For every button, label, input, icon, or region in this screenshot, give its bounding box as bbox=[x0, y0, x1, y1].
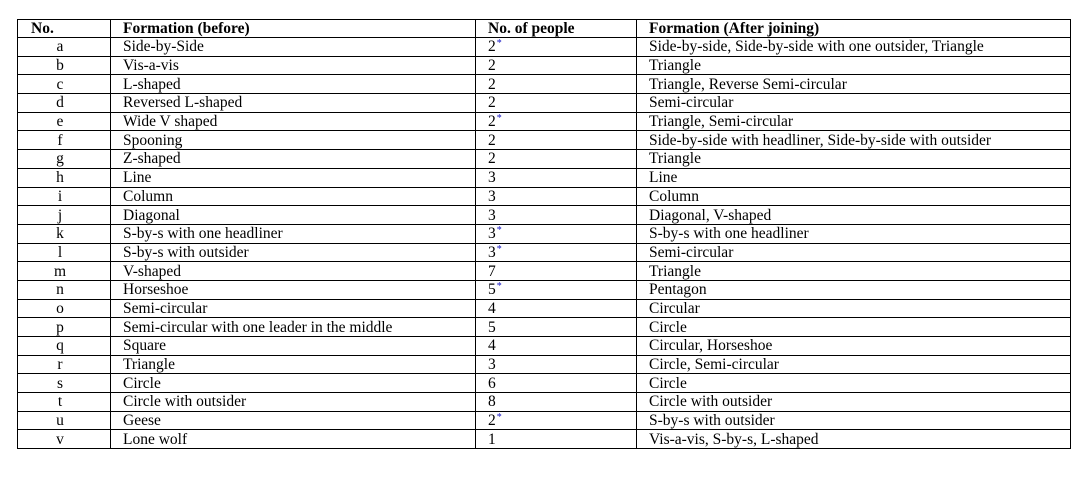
asterisk-marker: * bbox=[496, 281, 502, 293]
cell-number-of-people bbox=[476, 224, 637, 243]
people-count: 2 bbox=[488, 57, 496, 75]
table-row bbox=[18, 187, 1071, 206]
people-count: 3 bbox=[488, 187, 496, 205]
people-count: 2 bbox=[488, 94, 496, 112]
cell-number-of-people bbox=[476, 131, 637, 150]
cell-formation-after: Semi-circular bbox=[637, 243, 1071, 262]
cell-no: p bbox=[18, 318, 111, 337]
cell-formation-before: Triangle bbox=[111, 355, 476, 374]
people-count: 3 bbox=[488, 225, 496, 243]
cell-number-of-people bbox=[476, 411, 637, 430]
table-row bbox=[18, 206, 1071, 225]
cell-formation-after: Side-by-side, Side-by-side with one outsider, Triangle bbox=[637, 38, 1071, 57]
cell-no: j bbox=[18, 206, 111, 225]
people-count: 5 bbox=[488, 318, 496, 336]
table-row bbox=[18, 355, 1071, 374]
cell-number-of-people bbox=[476, 430, 637, 449]
cell-formation-before: Line bbox=[111, 168, 476, 187]
table-row bbox=[18, 56, 1071, 75]
cell-formation-after: Semi-circular bbox=[637, 94, 1071, 113]
table-row bbox=[18, 299, 1071, 318]
cell-no: l bbox=[18, 243, 111, 262]
cell-formation-after: Diagonal, V-shaped bbox=[637, 206, 1071, 225]
cell-formation-after: Circle, Semi-circular bbox=[637, 355, 1071, 374]
cell-no: i bbox=[18, 187, 111, 206]
people-count: 4 bbox=[488, 337, 496, 355]
cell-formation-after: Triangle bbox=[637, 262, 1071, 281]
cell-formation-before: S-by-s with one headliner bbox=[111, 224, 476, 243]
table-row bbox=[18, 224, 1071, 243]
cell-formation-before: Reversed L-shaped bbox=[111, 94, 476, 113]
cell-formation-before: V-shaped bbox=[111, 262, 476, 281]
cell-number-of-people bbox=[476, 112, 637, 131]
cell-formation-before: Vis-a-vis bbox=[111, 56, 476, 75]
formation-table bbox=[17, 19, 1071, 449]
table-header bbox=[18, 20, 1071, 38]
cell-formation-after: S-by-s with one headliner bbox=[637, 224, 1071, 243]
cell-number-of-people bbox=[476, 38, 637, 57]
cell-formation-after: Triangle, Reverse Semi-circular bbox=[637, 75, 1071, 94]
people-count: 2 bbox=[488, 131, 496, 149]
cell-formation-before: S-by-s with outsider bbox=[111, 243, 476, 262]
cell-no: u bbox=[18, 411, 111, 430]
cell-no: e bbox=[18, 112, 111, 131]
people-count: 2 bbox=[488, 412, 496, 430]
asterisk-marker: * bbox=[496, 243, 502, 255]
cell-number-of-people bbox=[476, 262, 637, 281]
asterisk-marker: * bbox=[496, 38, 502, 50]
cell-no: h bbox=[18, 168, 111, 187]
table-row bbox=[18, 38, 1071, 57]
cell-formation-after: Circle bbox=[637, 318, 1071, 337]
cell-number-of-people bbox=[476, 337, 637, 356]
header-row bbox=[18, 20, 1071, 38]
table-row bbox=[18, 131, 1071, 150]
cell-formation-before: Z-shaped bbox=[111, 150, 476, 169]
cell-no: c bbox=[18, 75, 111, 94]
cell-no: d bbox=[18, 94, 111, 113]
cell-number-of-people bbox=[476, 318, 637, 337]
cell-number-of-people bbox=[476, 299, 637, 318]
cell-no: q bbox=[18, 337, 111, 356]
table-row bbox=[18, 150, 1071, 169]
cell-formation-before: Column bbox=[111, 187, 476, 206]
cell-formation-after: S-by-s with outsider bbox=[637, 411, 1071, 430]
cell-number-of-people bbox=[476, 280, 637, 299]
cell-formation-after: Triangle bbox=[637, 150, 1071, 169]
table-row bbox=[18, 243, 1071, 262]
cell-no: n bbox=[18, 280, 111, 299]
cell-number-of-people bbox=[476, 243, 637, 262]
cell-formation-after: Triangle, Semi-circular bbox=[637, 112, 1071, 131]
cell-no: a bbox=[18, 38, 111, 57]
cell-number-of-people bbox=[476, 206, 637, 225]
table-body bbox=[18, 38, 1071, 449]
cell-no: s bbox=[18, 374, 111, 393]
cell-formation-before: Horseshoe bbox=[111, 280, 476, 299]
cell-formation-after: Circular, Horseshoe bbox=[637, 337, 1071, 356]
people-count: 3 bbox=[488, 206, 496, 224]
table-row bbox=[18, 374, 1071, 393]
people-count: 3 bbox=[488, 356, 496, 374]
table-row bbox=[18, 337, 1071, 356]
people-count: 2 bbox=[488, 75, 496, 93]
cell-formation-before: Circle bbox=[111, 374, 476, 393]
asterisk-marker: * bbox=[496, 225, 502, 237]
cell-no: m bbox=[18, 262, 111, 281]
cell-number-of-people bbox=[476, 393, 637, 412]
cell-formation-before: Semi-circular with one leader in the middle bbox=[111, 318, 476, 337]
header-formation-after: Formation (After joining) bbox=[637, 20, 1071, 38]
cell-formation-after: Line bbox=[637, 168, 1071, 187]
cell-number-of-people bbox=[476, 355, 637, 374]
cell-no: g bbox=[18, 150, 111, 169]
people-count: 4 bbox=[488, 299, 496, 317]
cell-number-of-people bbox=[476, 56, 637, 75]
people-count: 2 bbox=[488, 38, 496, 56]
cell-no: k bbox=[18, 224, 111, 243]
table-row bbox=[18, 262, 1071, 281]
cell-formation-before: Circle with outsider bbox=[111, 393, 476, 412]
cell-no: t bbox=[18, 393, 111, 412]
people-count: 6 bbox=[488, 374, 496, 392]
asterisk-marker: * bbox=[496, 412, 502, 424]
cell-number-of-people bbox=[476, 168, 637, 187]
cell-no: r bbox=[18, 355, 111, 374]
people-count: 8 bbox=[488, 393, 496, 411]
cell-formation-before: Lone wolf bbox=[111, 430, 476, 449]
table-row bbox=[18, 75, 1071, 94]
header-number-of-people: No. of people bbox=[476, 20, 637, 38]
table-row bbox=[18, 280, 1071, 299]
cell-formation-before: Diagonal bbox=[111, 206, 476, 225]
table-row bbox=[18, 168, 1071, 187]
cell-number-of-people bbox=[476, 374, 637, 393]
cell-formation-after: Pentagon bbox=[637, 280, 1071, 299]
cell-formation-after: Side-by-side with headliner, Side-by-side with outsider bbox=[637, 131, 1071, 150]
table-row bbox=[18, 393, 1071, 412]
cell-formation-after: Vis-a-vis, S-by-s, L-shaped bbox=[637, 430, 1071, 449]
people-count: 3 bbox=[488, 243, 496, 261]
cell-no: b bbox=[18, 56, 111, 75]
cell-number-of-people bbox=[476, 150, 637, 169]
cell-no: f bbox=[18, 131, 111, 150]
table-row bbox=[18, 411, 1071, 430]
people-count: 1 bbox=[488, 430, 496, 448]
cell-no: v bbox=[18, 430, 111, 449]
cell-formation-after: Circular bbox=[637, 299, 1071, 318]
asterisk-marker: * bbox=[496, 113, 502, 125]
table-row bbox=[18, 94, 1071, 113]
table-row bbox=[18, 112, 1071, 131]
cell-formation-after: Column bbox=[637, 187, 1071, 206]
people-count: 2 bbox=[488, 113, 496, 131]
header-no: No. bbox=[18, 20, 111, 38]
cell-formation-after: Circle bbox=[637, 374, 1071, 393]
cell-no: o bbox=[18, 299, 111, 318]
people-count: 5 bbox=[488, 281, 496, 299]
cell-formation-before: Wide V shaped bbox=[111, 112, 476, 131]
table-row bbox=[18, 430, 1071, 449]
table-row bbox=[18, 318, 1071, 337]
cell-formation-before: Square bbox=[111, 337, 476, 356]
people-count: 7 bbox=[488, 262, 496, 280]
cell-formation-before: Geese bbox=[111, 411, 476, 430]
cell-formation-before: Side-by-Side bbox=[111, 38, 476, 57]
cell-formation-before: Semi-circular bbox=[111, 299, 476, 318]
cell-number-of-people bbox=[476, 187, 637, 206]
cell-formation-after: Circle with outsider bbox=[637, 393, 1071, 412]
cell-formation-before: Spooning bbox=[111, 131, 476, 150]
cell-number-of-people bbox=[476, 75, 637, 94]
header-formation-before: Formation (before) bbox=[111, 20, 476, 38]
cell-number-of-people bbox=[476, 94, 637, 113]
people-count: 2 bbox=[488, 150, 496, 168]
cell-formation-before: L-shaped bbox=[111, 75, 476, 94]
cell-formation-after: Triangle bbox=[637, 56, 1071, 75]
people-count: 3 bbox=[488, 169, 496, 187]
